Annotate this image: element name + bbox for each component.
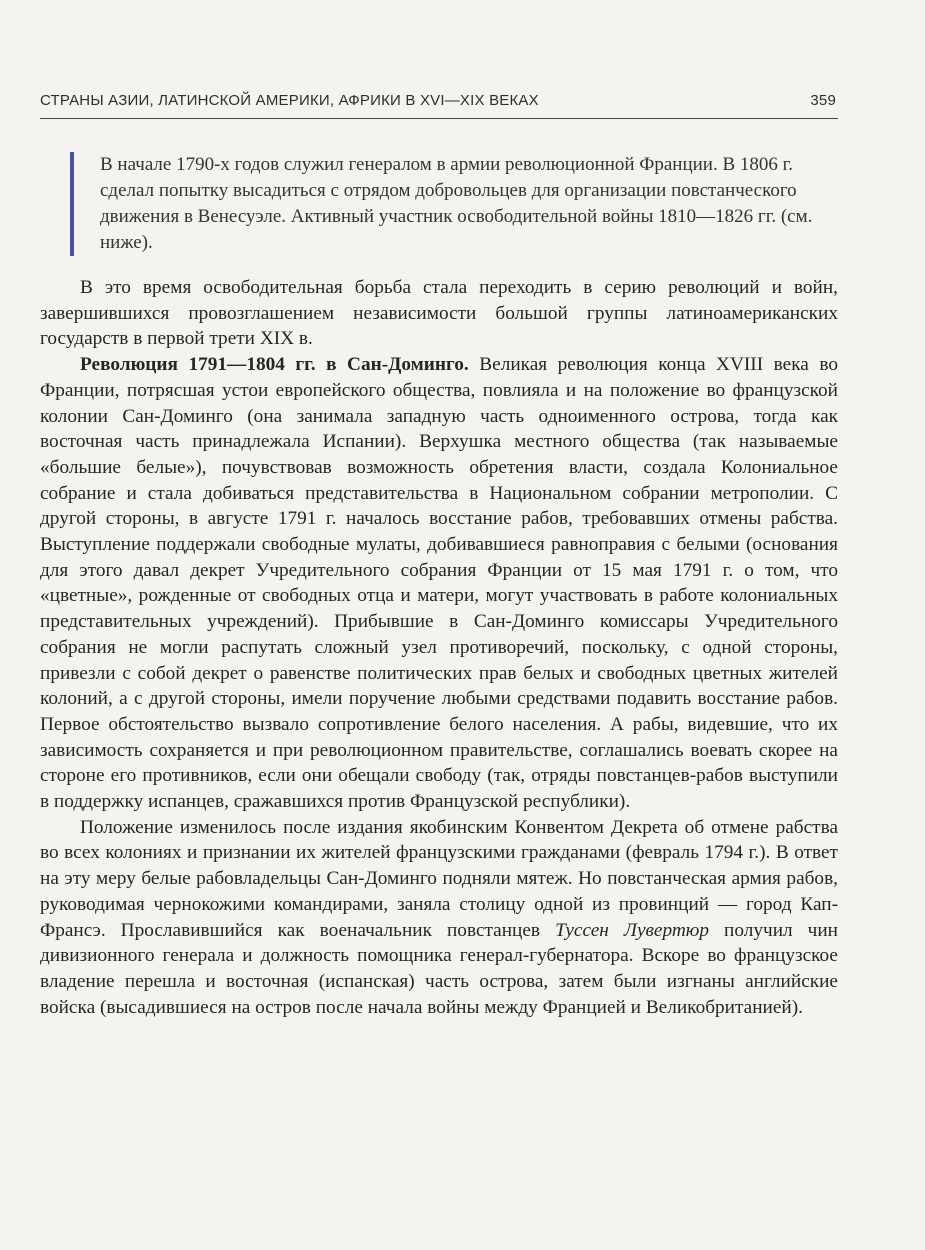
- chapter-title: СТРАНЫ АЗИИ, ЛАТИНСКОЙ АМЕРИКИ, АФРИКИ В XVI—XIX ВЕКАХ: [40, 92, 539, 109]
- biography-sidebar: [70, 152, 838, 256]
- running-head: [40, 92, 838, 119]
- page-number: 359: [810, 92, 836, 109]
- paragraph-2-text: Великая революция конца XVIII века во Франции, потрясшая устои европейского общества, повлияла и на положение во французской колонии Сан-Доминго (она занимала западную часть одноименного острова, тогда как восточная часть принадлежала Испании). Верхушка местного общества (так называемые «большие белые»), почувствовав возможность обретения власти, создала Колониальное собрание и стала добиваться представительства в Национальном собрании метрополии. С другой стороны, в августе 1791 г. началось восстание рабов, требовавших отмены рабства. Выступление поддержали свободные мулаты, добивавшиеся равноправия с белыми (основания для этого давал декрет Учредительного собрания Франции от 15 мая 1791 г. о том, что «цветные», рожденные от свободных отца и матери, могут участвовать в работе колониальных представительных учреждений). Прибывшие в Сан-Доминго комиссары Учредительного собрания не могли распутать сложный узел противоречий, поскольку, с одной стороны, привезли с собой декрет о равенстве политических прав белых и свободных цветных жителей колоний, а с другой стороны, имели поручение любыми средствами подавить восстание рабов. Первое обстоятельство вызвало сопротивление белого населения. А рабы, видевшие, что их зависимость сохраняется и при революционном правительстве, соглашались воевать скорее на стороне его противников, если они обещали свободу (так, отряды повстанцев-рабов выступили в поддержку испанцев, сражавшихся против Французской республики).: [40, 354, 838, 813]
- paragraph-3-text-a: Положение изменилось после издания якобинским Конвентом Декрета об отмене рабства во всех колониях и признании их жителей французскими гражданами (февраль 1794 г.). В ответ на эту меру белые рабовладельцы Сан-Доминго подняли мятеж. Но повстанческая армия рабов, руководимая чернокожими командирами, заняла столицу одной из провинций — город Кап-Франсэ. Прославившийся как военачальник повстанцев: [40, 816, 838, 941]
- person-name: Туссен Лувертюр: [555, 919, 709, 941]
- biography-text: В начале 1790-х годов служил генералом в армии революционной Франции. В 1806 г. сделал попытку высадиться с отрядом добровольцев для организации повстанческого движения в Венесуэле. Активный участник освободительной войны 1810—1826 гг. (см. ниже).: [100, 154, 813, 253]
- paragraph-3-text-b: получил чин дивизионного генерала и должность помощника генерал-губернатора. Вскоре во французское владение перешла и восточная (испанская) часть острова, затем были изгнаны английские войска (высадившиеся на остров после начала войны между Францией и Великобританией).: [40, 919, 839, 1018]
- paragraph-1: [40, 275, 838, 352]
- section-heading: Революция 1791—1804 гг. в Сан-Доминго.: [80, 354, 469, 376]
- paragraph-3: [40, 815, 838, 1021]
- main-text: [40, 275, 838, 1020]
- paragraph-1-text: В это время освободительная борьба стала переходить в серию революций и войн, завершившихся провозглашением независимости большой группы латиноамериканских государств в первой трети XIX в.: [40, 277, 838, 350]
- paragraph-2: [40, 352, 838, 815]
